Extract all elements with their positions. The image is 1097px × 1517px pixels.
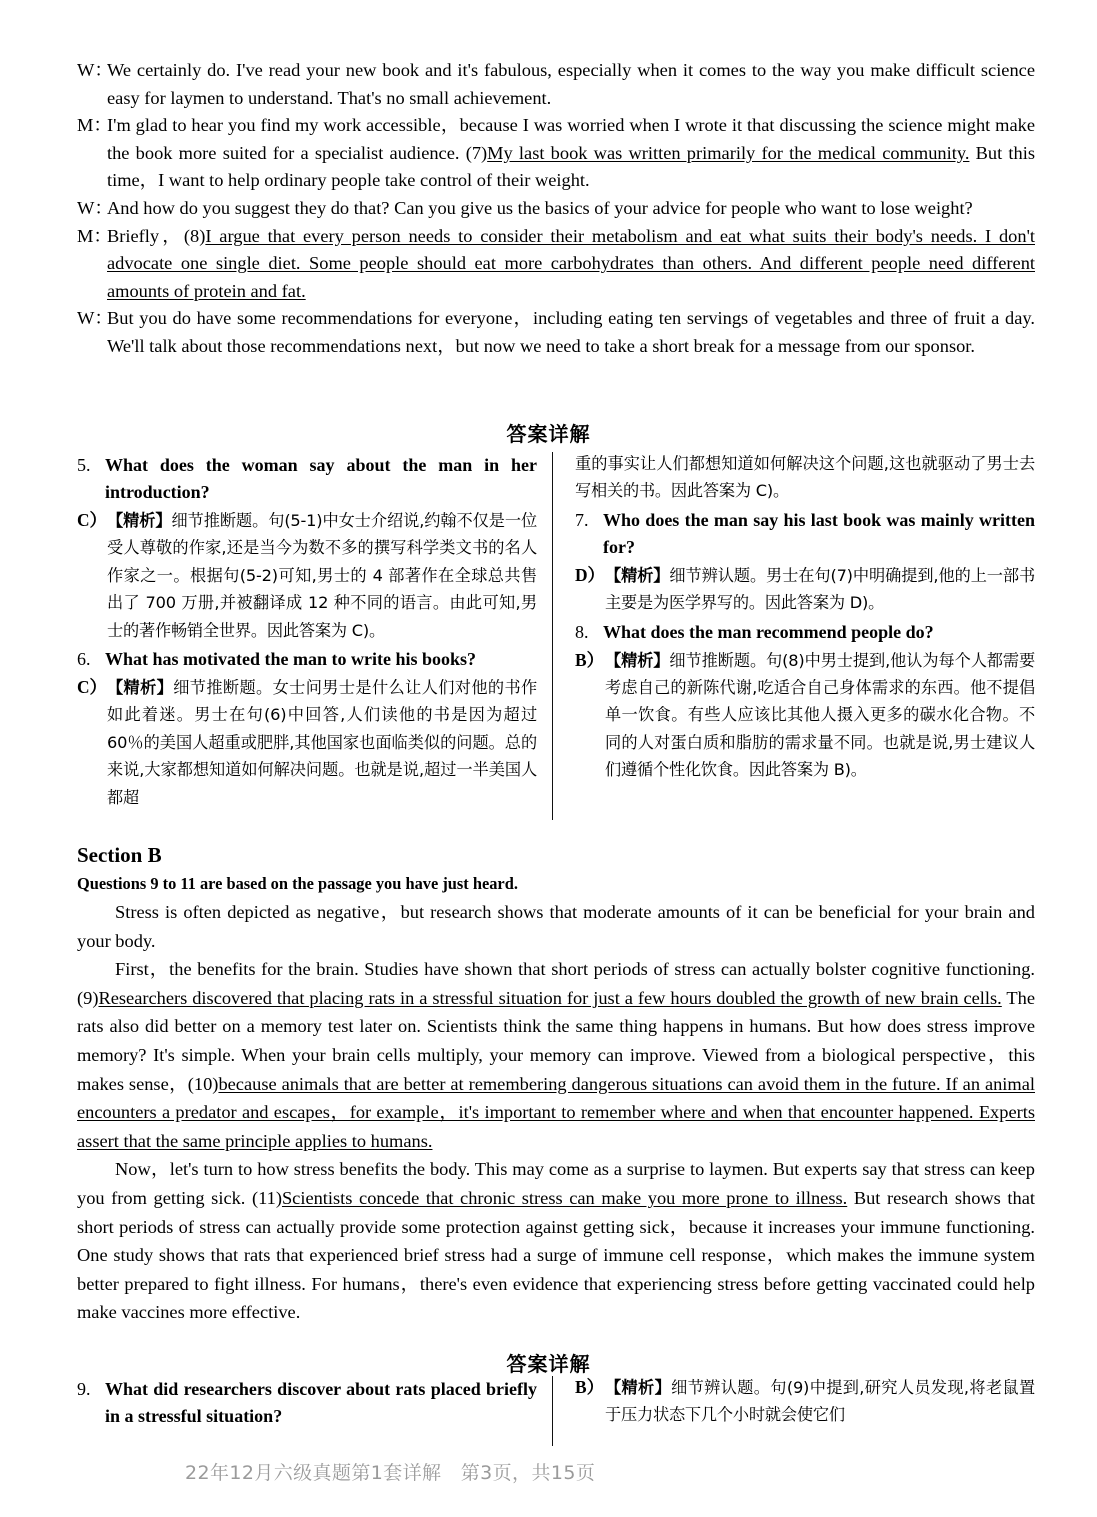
answer-explanation: 【精析】细节推断题。句(8)中男士提到,他认为每个人都需要考虑自己的新陈代谢,吃适合自己身体需求的东西。他不提倡单一饮食。有些人应该比其他人摄入更多的碳水化合物。不同的人对蛋白质和脂肪的需求量不同。也就是说,男士建议人们遵循个性化饮食。因此答案为 B)。 bbox=[605, 650, 1035, 780]
answer-option-letter: B） bbox=[575, 1377, 604, 1397]
analysis-tag: 【精析】 bbox=[605, 650, 670, 670]
speaker-label: W： bbox=[77, 197, 113, 218]
section-b bbox=[77, 840, 1035, 1327]
question-number: 6. bbox=[77, 649, 91, 670]
answer-explanation: 【精析】细节辨认题。句(9)中提到,研究人员发现,将老鼠置于压力状态下几个小时就会使它们 bbox=[605, 1378, 1035, 1425]
answers-left-column bbox=[77, 1374, 553, 1430]
dialogue-turn bbox=[77, 112, 1035, 195]
answers-two-column-block bbox=[77, 1374, 1035, 1430]
question-text: What does the man recommend people do? bbox=[603, 621, 934, 642]
answer-item bbox=[77, 674, 537, 811]
speaker-label: W： bbox=[77, 308, 113, 329]
answers-two-column-block bbox=[77, 450, 1035, 811]
answer-item bbox=[575, 1374, 1035, 1429]
question-number: 8. bbox=[575, 621, 589, 642]
answer-item bbox=[575, 562, 1035, 617]
question-number: 9. bbox=[77, 1379, 91, 1399]
answer-item bbox=[77, 507, 537, 644]
question-text: What did researchers discover about rats placed briefly in a stressful situation? bbox=[105, 1379, 537, 1426]
utterance-text: But you do have some recommendations for everyone，including eating ten servings of vegetables and three of fruit a day. We'll talk about those recommendations next，but now we need to take a short break for a message from our sponsor. bbox=[107, 308, 1035, 356]
answer-explanation: 【精析】细节辨认题。男士在句(7)中明确提到,他的上一部书主要是为医学界写的。因此答案为 D)。 bbox=[605, 565, 1035, 613]
answer-explanation: 【精析】细节推断题。句(5-1)中女士介绍说,约翰不仅是一位受人尊敬的作家,还是当今为数不多的撰写科学类文书的名人作家之一。根据句(5-2)可知,男士的 4 部著作在全球总共售出了 700 万册,并被翻译成 12 种不同的语言。由此可知,男士的著作畅销全世界。因此答案为 C)。 bbox=[107, 511, 538, 640]
answer-option-letter: B） bbox=[575, 649, 604, 670]
answer-explanation: 【精析】细节推断题。女士问男士是什么让人们对他的书作如此着迷。男士在句(6)中回答,人们读他的书是因为超过 60％的美国人超重或肥胖,其他国家也面临类似的问题。总的来说,大家都想知道如何解决问题。也就是说,超过一半美国人都超 bbox=[107, 678, 537, 807]
answer-continuation: 重的事实让人们都想知道如何解决这个问题,这也就驱动了男士去写相关的书。因此答案为 C)。 bbox=[575, 454, 1035, 501]
question-item bbox=[77, 646, 537, 673]
answer-option-letter: D） bbox=[575, 564, 605, 585]
highlighted-clause: Scientists concede that chronic stress can make you more prone to illness. bbox=[281, 1187, 848, 1208]
dialogue-turn bbox=[77, 195, 1035, 223]
highlighted-clause: Researchers discovered that placing rats in a stressful situation for just a few hours doubled the growth of new brain cells. bbox=[98, 987, 1002, 1008]
answer-option-letter: C） bbox=[77, 677, 107, 698]
section-title: Section B bbox=[77, 843, 162, 867]
question-text: Who does the man say his last book was mainly written for? bbox=[603, 509, 1035, 557]
answer-item bbox=[575, 647, 1035, 784]
question-item bbox=[575, 619, 1035, 646]
question-item bbox=[77, 1376, 537, 1430]
speaker-label: W： bbox=[77, 60, 113, 80]
highlighted-clause: My last book was written primarily for the medical community. bbox=[487, 142, 970, 163]
dialogue-turn bbox=[77, 305, 1035, 360]
question-text: What does the woman say about the man in her introduction? bbox=[105, 455, 537, 502]
utterance-text: And how do you suggest they do that? Can you give us the basics of your advice for people who want to lose weight? bbox=[107, 197, 973, 218]
answers-right-column bbox=[553, 1374, 1035, 1430]
speaker-label: M： bbox=[77, 225, 112, 246]
question-number: 5. bbox=[77, 455, 91, 475]
question-item bbox=[77, 452, 537, 506]
section-subtitle: Questions 9 to 11 are based on the passage you have just heard. bbox=[77, 874, 518, 893]
passage-paragraph: First，the benefits for the brain. Studies have shown that short periods of stress can actually bolster cognitive functioning. (9)Researchers discovered that placing rats in a stressful situation for just a few hours doubled the growth of new brain cells. The rats also did better on a memory test later on. Scientists think the same thing happens in humans. But how does stress improve memory? It's simple. When your brain cells multiply, your memory can improve. Viewed from a biological perspective，this makes sense，(10)because animals that are better at remembering dangerous situations can avoid them in the future. If an animal encounters a predator and escapes，for example，it's important to remember where and when that encounter happened. Experts assert that the same principle applies to humans. bbox=[77, 959, 1036, 1151]
utterance-text: We certainly do. I've read your new book and it's fabulous, especially when it comes to the way you make difficult science easy for laymen to understand. That's no small achievement. bbox=[107, 60, 1035, 108]
highlighted-clause: because animals that are better at remembering dangerous situations can avoid them in the future. If an animal encounters a predator and escapes，for example，it's important to remember where and when that encounter happened. Experts assert that the same principle applies to humans. bbox=[77, 1073, 1035, 1151]
question-number: 7. bbox=[575, 509, 589, 530]
analysis-tag: 【精析】 bbox=[605, 565, 670, 585]
analysis-tag: 【精析】 bbox=[107, 511, 172, 530]
dialogue-transcript bbox=[77, 57, 1035, 361]
answers-section-header: 答案详解 bbox=[506, 422, 591, 446]
utterance-text: I'm glad to hear you find my work accessible，because I was worried when I wrote it that discussing the science might make the book more suited for a specialist audience. (7)My last book was written primarily for the medical community. But this time，I want to help ordinary people take control of their weight. bbox=[107, 115, 1036, 191]
question-item bbox=[575, 507, 1035, 561]
answers-left-column bbox=[77, 450, 553, 811]
analysis-tag: 【精析】 bbox=[605, 1378, 672, 1397]
dialogue-turn bbox=[77, 223, 1035, 306]
analysis-tag: 【精析】 bbox=[107, 678, 174, 698]
answers-section-header: 答案详解 bbox=[506, 1352, 591, 1376]
page-footer: 22年12月六级真题第1套详解 第3页，共15页 bbox=[185, 1462, 596, 1484]
answers-right-column bbox=[553, 450, 1035, 811]
question-text: What has motivated the man to write his books? bbox=[105, 649, 477, 670]
passage-paragraph: Stress is often depicted as negative，but research shows that moderate amounts of it can be beneficial for your brain and your body. bbox=[77, 902, 1035, 951]
highlighted-clause: I argue that every person needs to consider their metabolism and eat what suits their body's needs. I don't advocate one single diet. Some people should eat more carbohydrates than others. And different people need different amounts of protein and fat. bbox=[107, 225, 1035, 301]
utterance-text: Briefly，(8)I argue that every person needs to consider their metabolism and eat what suits their body's needs. I don't advocate one single diet. Some people should eat more carbohydrates than others. And different people need different amounts of protein and fat. bbox=[107, 225, 1035, 301]
passage-paragraph: Now，let's turn to how stress benefits the body. This may come as a surprise to laymen. But experts say that stress can keep you from getting sick. (11)Scientists concede that chronic stress can make you more prone to illness. But research shows that short periods of stress can actually provide some protection against getting sick，because it increases your immune functioning. One study shows that rats that experienced brief stress had a surge of immune cell response，which makes the immune system better prepared to fight illness. For humans，there's even evidence that experiencing stress before getting vaccinated could help make vaccines more effective. bbox=[77, 1159, 1035, 1323]
dialogue-turn bbox=[77, 57, 1035, 112]
answer-option-letter: C） bbox=[77, 510, 107, 530]
speaker-label: M： bbox=[77, 115, 112, 136]
